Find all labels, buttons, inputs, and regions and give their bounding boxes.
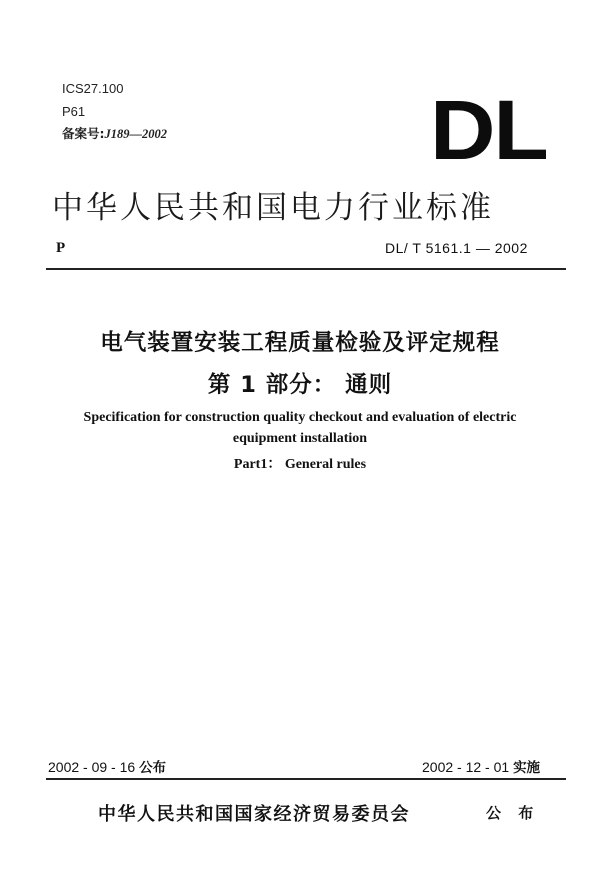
standard-number: DL/ T 5161.1 — 2002 [385, 240, 528, 256]
title-cn-main: 电气装置安装工程质量检验及评定规程 [100, 330, 500, 356]
publish-date [48, 756, 166, 776]
dl-logo: DL [430, 83, 547, 177]
classification-letter: P [56, 240, 66, 256]
title-en-line1: Specification for construction quality checkout and evaluation of electric [83, 410, 517, 425]
effective-date [422, 756, 540, 776]
title-en-line2: equipment installation [232, 431, 368, 446]
issuer-name: 中华人民共和国国家经济贸易委员会 [98, 804, 410, 825]
effective-date-value: 2002 - 12 - 01 [422, 759, 510, 775]
org-title: 中华人民共和国电力行业标准 [52, 190, 494, 226]
issuer-action: 公 布 [486, 804, 540, 822]
record-value: J189—2002 [104, 127, 167, 141]
publish-date-label: 公布 [139, 760, 167, 776]
top-divider [46, 268, 566, 270]
bottom-divider [46, 778, 566, 780]
title-cn-part: 第 1 部分： 通则 [207, 372, 393, 398]
effective-date-label: 实施 [513, 760, 541, 776]
record-label: 备案号: [62, 126, 105, 141]
ics-code: ICS27.100 [62, 81, 124, 96]
publish-date-value: 2002 - 09 - 16 [48, 759, 136, 775]
title-en-part: Part1： General rules [233, 457, 367, 472]
record-number [62, 124, 167, 142]
category-code: P61 [62, 104, 86, 119]
